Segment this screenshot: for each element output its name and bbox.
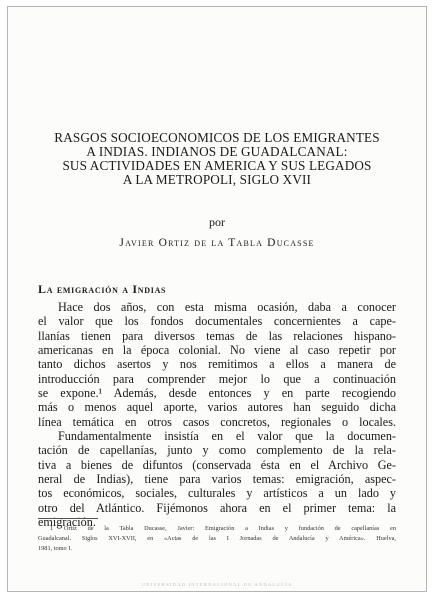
footnote-line: Guadalcanal. Siglos XVI-XVII, en «Actas de las I Jornadas de Andalucía y América». Huelva, xyxy=(38,535,396,542)
text-line: más o menos aquel aporte, varios autores han seguido dicha xyxy=(38,400,396,415)
section-heading: La emigración a Indias xyxy=(38,282,167,296)
text-line: tiva a bienes de difuntos (conservada ésta en el Archivo Ge- xyxy=(38,457,396,472)
byline: por xyxy=(209,215,225,229)
text-line: llanías tienen para diversos temas de las relaciones hispano- xyxy=(38,328,396,343)
text-line: neral de Indias), tiene para varios temas: emigración, aspec- xyxy=(38,472,396,487)
paragraph xyxy=(38,300,396,429)
title-line: A INDIAS. INDIANOS DE GUADALCANAL: xyxy=(86,144,348,159)
document-page xyxy=(7,6,427,592)
title-line: A LA METROPOLI, SIGLO XVII xyxy=(122,172,312,187)
text-line: introducción para comprender mejor lo que a continuación xyxy=(38,371,396,386)
footnote-divider xyxy=(38,518,98,519)
title-line: RASGOS SOCIOECONOMICOS DE LOS EMIGRANTES xyxy=(54,130,380,145)
text-line: emigración. xyxy=(38,515,96,530)
footnote-line: 1 Ortiz de la Tabla Ducasse, Javier: Emigración a Indias y fundación de capellanías en xyxy=(50,525,396,532)
title-line: SUS ACTIVIDADES EN AMERICA Y SUS LEGADOS xyxy=(62,158,372,173)
text-line: Hace dos años, con esta misma ocasión, daba a conocer xyxy=(58,300,396,314)
text-line: americanas en la época colonial. No viene al caso repetir por xyxy=(38,343,396,358)
text-line: línea temática en otros casos concretos, regionales o locales. xyxy=(38,414,396,429)
footnote-line: 1981, tomo I. xyxy=(38,545,72,552)
text-line: Fundamentalmente insistía en el valor que la documen- xyxy=(58,429,396,444)
article-title xyxy=(38,131,396,187)
institution-watermark: UNIVERSIDAD INTERNACIONAL DE ANDALUCÍA xyxy=(141,582,293,587)
author-name: Javier Ortiz de la Tabla Ducasse xyxy=(119,237,315,249)
paragraph xyxy=(38,429,396,529)
text-line: tación de capellanías, junto y como complemento de la rela- xyxy=(38,443,396,458)
text-line: el valor que los fondos documentales concernientes a cape- xyxy=(38,314,396,329)
footnote xyxy=(38,524,396,554)
text-line: se expone.¹ Además, desde entonces y en parte recogiendo xyxy=(38,386,396,401)
text-line: tanto dichos asertos y nos remitimos a ellos a manera de xyxy=(38,357,396,372)
text-line: tos económicos, sociales, culturales y artísticos a un lado y xyxy=(38,486,396,501)
body-text xyxy=(38,300,396,530)
text-line: otro del Atlántico. Fijémonos ahora en el primer tema: la xyxy=(38,500,396,515)
